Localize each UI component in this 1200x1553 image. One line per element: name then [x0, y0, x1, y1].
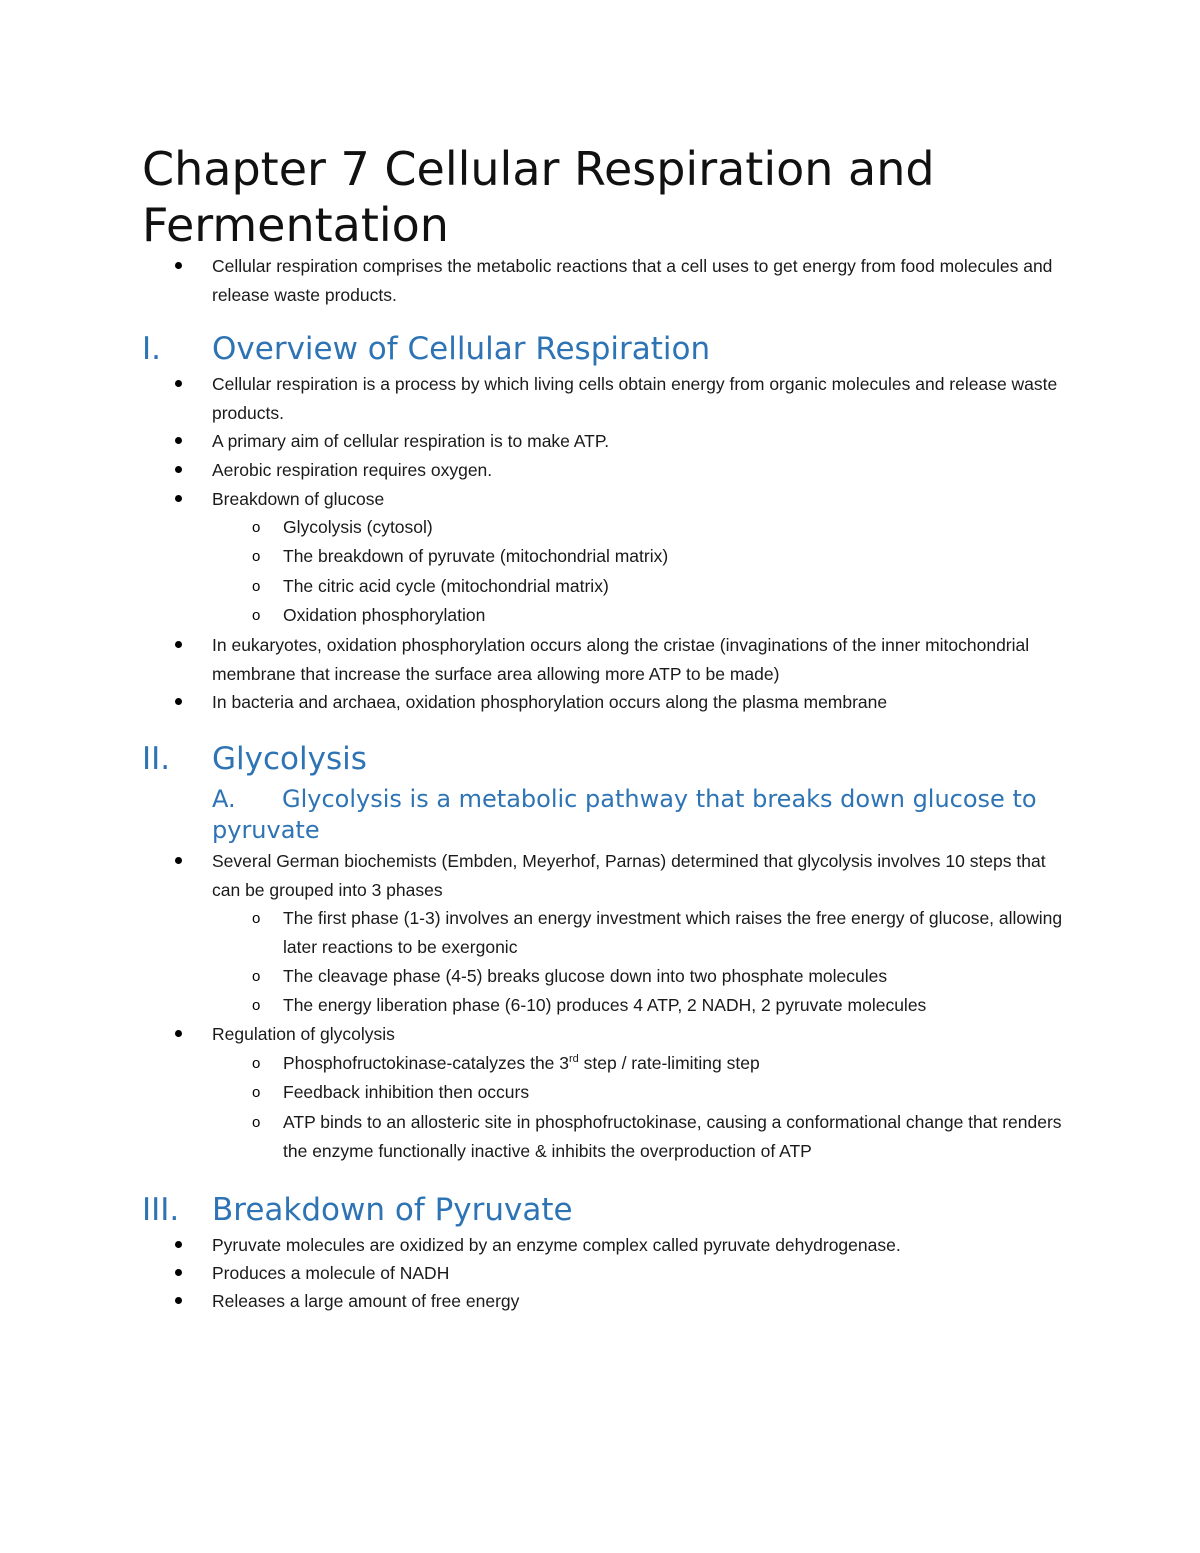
document-title: Chapter 7 Cellular Respiration and Fermentation [142, 142, 935, 252]
list-item-text: Cellular respiration is a process by which living cells obtain energy from organic molecules and release waste products. [212, 374, 1058, 423]
sub-list-item [252, 1049, 1073, 1078]
circle-bullet-icon: o [252, 1084, 261, 1101]
list-item-text: Releases a large amount of free energy [212, 1291, 520, 1311]
bullet-icon [175, 1297, 182, 1304]
pfk-text-suffix: step / rate-limiting step [578, 1053, 760, 1073]
list-item-text: In eukaryotes, oxidation phosphorylation occurs along the cristae (invaginations of the inner mitochondrial membrane that increase the surface area allowing more ATP to be made) [212, 635, 1030, 684]
circle-bullet-icon: o [252, 1055, 261, 1072]
sub-list-item [252, 991, 1073, 1020]
bullet-icon [175, 437, 182, 444]
pfk-text-prefix: Phosphofructokinase-catalyzes the 3 [283, 1053, 569, 1073]
list-item-text: Cellular respiration comprises the metabolic reactions that a cell uses to get energy from food molecules and release waste products. [212, 256, 1053, 305]
circle-bullet-icon: o [252, 578, 261, 595]
list-item-text: A primary aim of cellular respiration is to make ATP. [212, 431, 610, 451]
sub-list-item [252, 542, 1073, 571]
bullet-icon [175, 380, 182, 387]
sub-list-item-text: The breakdown of pyruvate (mitochondrial matrix) [283, 546, 669, 566]
list-item [212, 427, 1072, 456]
bullet-icon [175, 495, 182, 502]
sub-list-item-text: Glycolysis (cytosol) [283, 517, 433, 537]
subsection-title: Glycolysis is a metabolic pathway that breaks down glucose to pyruvate [212, 785, 1037, 844]
list-item [212, 847, 1072, 905]
sub-list-item-text: The cleavage phase (4-5) breaks glucose down into two phosphate molecules [283, 966, 888, 986]
bullet-icon [175, 262, 182, 269]
subsection-heading [212, 784, 1072, 846]
section-title: Glycolysis [212, 741, 367, 777]
sub-list-item-text [283, 1053, 760, 1073]
section-number: III. [142, 1192, 180, 1228]
list-item [212, 370, 1072, 428]
bullet-icon [175, 857, 182, 864]
bullet-icon [175, 1030, 182, 1037]
circle-bullet-icon: o [252, 519, 261, 536]
list-item [212, 456, 1072, 485]
list-item [212, 252, 1072, 310]
sub-list-item [252, 601, 1073, 630]
list-item [212, 1287, 1072, 1316]
circle-bullet-icon: o [252, 607, 261, 624]
section-heading [142, 1190, 573, 1230]
circle-bullet-icon: o [252, 968, 261, 985]
sub-list-item-text: The energy liberation phase (6-10) produces 4 ATP, 2 NADH, 2 pyruvate molecules [283, 995, 927, 1015]
sub-list-item-text: The citric acid cycle (mitochondrial matrix) [283, 576, 609, 596]
sub-list-item-text: ATP binds to an allosteric site in phosphofructokinase, causing a conformational change that renders the enzyme functionally inactive & inhibits the overproduction of ATP [283, 1112, 1062, 1161]
list-item-text: Aerobic respiration requires oxygen. [212, 460, 493, 480]
bullet-icon [175, 698, 182, 705]
section-heading [142, 329, 710, 369]
bullet-icon [175, 1269, 182, 1276]
list-item [212, 1020, 1072, 1049]
list-item-text: In bacteria and archaea, oxidation phosphorylation occurs along the plasma membrane [212, 692, 888, 712]
bullet-icon [175, 1241, 182, 1248]
list-item-text: Several German biochemists (Embden, Meyerhof, Parnas) determined that glycolysis involves 10 steps that can be grouped into 3 phases [212, 851, 1046, 900]
bullet-icon [175, 641, 182, 648]
ordinal-superscript: rd [569, 1053, 579, 1066]
section-title: Overview of Cellular Respiration [212, 331, 711, 367]
section-number: II. [142, 741, 171, 777]
sub-list-item [252, 904, 1073, 962]
sub-list-item [252, 513, 1073, 542]
list-item [212, 1231, 1072, 1260]
list-item [212, 1259, 1072, 1288]
bullet-icon [175, 466, 182, 473]
section-heading [142, 739, 367, 779]
list-item-text: Produces a molecule of NADH [212, 1263, 450, 1283]
sub-list-item [252, 572, 1073, 601]
list-item [212, 688, 1072, 717]
sub-list-item [252, 1078, 1073, 1107]
sub-list-item-text: Oxidation phosphorylation [283, 605, 486, 625]
list-item-text: Regulation of glycolysis [212, 1024, 395, 1044]
subsection-number: A. [212, 785, 236, 813]
sub-list-item-text: The first phase (1-3) involves an energy investment which raises the free energy of glucose, allowing later reactions to be exergonic [283, 908, 1063, 957]
list-item [212, 485, 1072, 514]
sub-list-item [252, 1108, 1073, 1166]
list-item [212, 631, 1072, 689]
circle-bullet-icon: o [252, 997, 261, 1014]
circle-bullet-icon: o [252, 910, 261, 927]
circle-bullet-icon: o [252, 1114, 261, 1131]
section-number: I. [142, 331, 161, 367]
section-title: Breakdown of Pyruvate [212, 1192, 573, 1228]
sub-list-item [252, 962, 1073, 991]
sub-list-item-text: Feedback inhibition then occurs [283, 1082, 530, 1102]
circle-bullet-icon: o [252, 548, 261, 565]
list-item-text: Pyruvate molecules are oxidized by an enzyme complex called pyruvate dehydrogenase. [212, 1235, 901, 1255]
list-item-text: Breakdown of glucose [212, 489, 385, 509]
